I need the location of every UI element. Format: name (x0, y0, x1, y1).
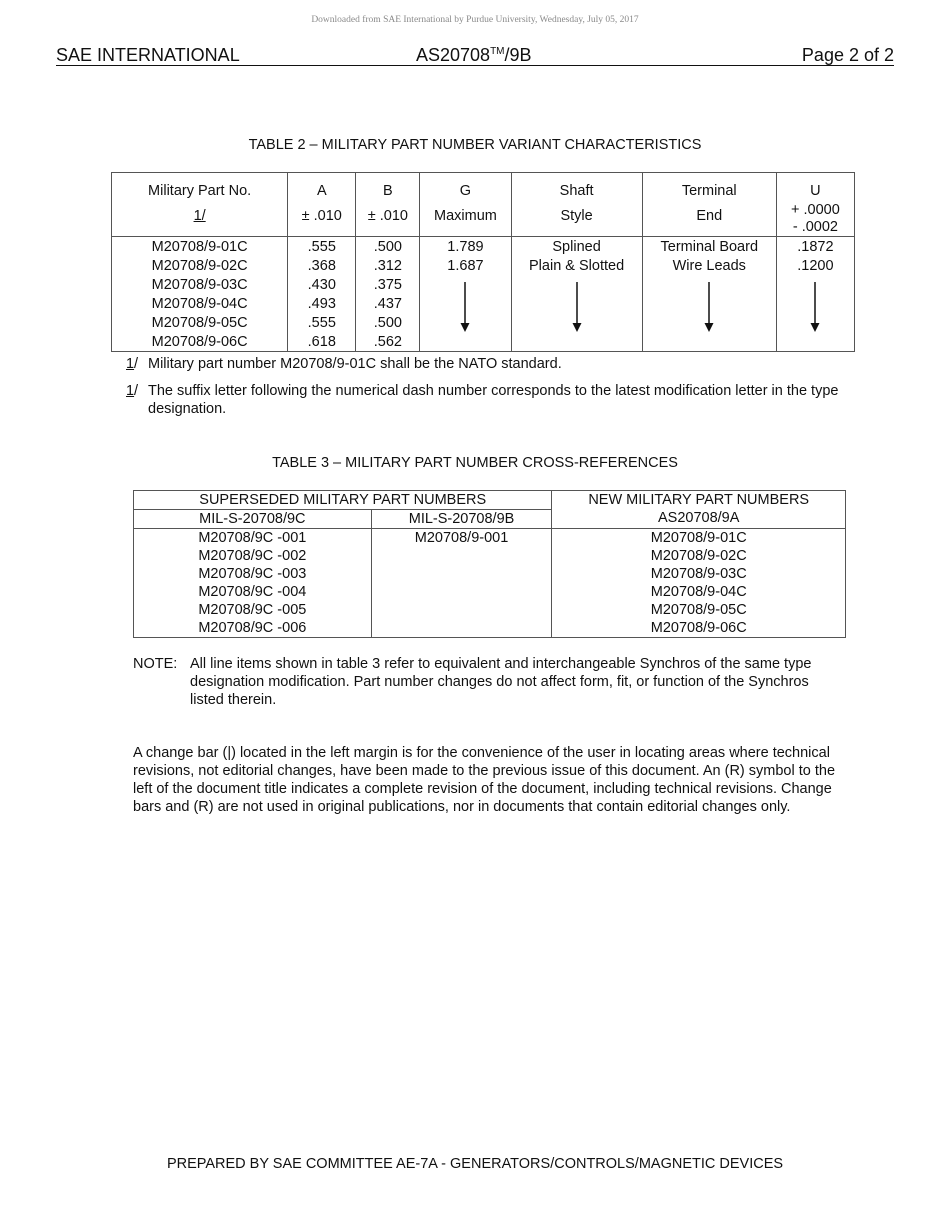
a-value: .493 (307, 296, 336, 312)
a-value: .555 (307, 315, 336, 331)
cross-ref-value: M20708/9C -006 (198, 620, 307, 636)
down-arrow-icon (703, 282, 715, 332)
download-watermark: Downloaded from SAE International by Purdue University, Wednesday, July 05, 2017 (311, 15, 639, 25)
table2-terminal-ends (642, 237, 776, 352)
u-value: .1200 (797, 258, 834, 274)
col1-header: MIL-S-20708/9C (134, 510, 372, 529)
table3-note (133, 655, 833, 709)
b-value: .437 (373, 296, 402, 312)
note-text: All line items shown in table 3 refer to equivalent and interchangeable Synchros of the same type designation modification. Part number changes do not affect form, fit, or function of the Synchros listed therein. (190, 656, 812, 708)
part-number: M20708/9-01C (151, 239, 248, 255)
a-value: .618 (307, 334, 336, 350)
cross-ref-value: M20708/9-02C (650, 548, 747, 564)
cross-ref-value: M20708/9-01C (650, 530, 747, 546)
table3-header-row (134, 491, 846, 510)
cross-ref-value: M20708/9C -001 (198, 530, 307, 546)
new-subheader: AS20708/9A (657, 510, 740, 526)
cross-ref-value: M20708/9-06C (650, 620, 747, 636)
table2-footnote: 1 / The suffix letter following the numerical dash number corresponds to the latest modification letter in the type designation. (113, 382, 843, 418)
table2-header-a: A ± .010 (288, 173, 356, 237)
b-value: .562 (373, 334, 402, 350)
part-number: M20708/9-02C (151, 258, 248, 274)
footnote-ref: 1/ (193, 208, 206, 224)
table2-header-shaft: Shaft Style (511, 173, 642, 237)
cross-ref-value: M20708/9C -002 (198, 548, 307, 564)
cross-ref-value: M20708/9-001 (414, 530, 509, 546)
table2-g-values (420, 237, 511, 352)
down-arrow-icon (459, 282, 471, 332)
table2-header-row (112, 173, 855, 237)
down-arrow-icon (809, 282, 821, 332)
footnote-ref: 1 (126, 383, 135, 399)
b-value: .500 (373, 239, 402, 255)
trademark-mark: TM (490, 46, 505, 57)
table2-u-values (776, 237, 854, 352)
part-number: M20708/9-06C (151, 334, 248, 350)
table2-header-terminal: Terminal End (642, 173, 776, 237)
down-arrow-icon (571, 282, 583, 332)
a-value: .555 (307, 239, 336, 255)
table2-a-values (288, 237, 356, 352)
part-number: M20708/9-04C (151, 296, 248, 312)
cross-ref-value: M20708/9-05C (650, 602, 747, 618)
change-bar-paragraph: A change bar (|) located in the left margin is for the convenience of the user in locating areas where technical revisions, not editorial changes, have been made to the previous issue of this document. An (R) symbol to the left of the document title indicates a complete revision of the document, including technical revisions. Change bars and (R) are not used in original publications, nor in documents that contain editorial changes only. (133, 745, 836, 815)
page-footer: PREPARED BY SAE COMMITTEE AE-7A - GENERATORS/CONTROLS/MAGNETIC DEVICES (166, 1156, 784, 1172)
part-number: M20708/9-03C (151, 277, 248, 293)
table3-col2-values (371, 529, 552, 638)
g-value: 1.687 (447, 258, 484, 274)
a-value: .430 (307, 277, 336, 293)
g-value: 1.789 (447, 239, 484, 255)
table2-header-part-no: Military Part No. 1/ (112, 173, 288, 237)
terminal-end: Terminal Board (660, 239, 759, 255)
table2-header-b: B ± .010 (356, 173, 420, 237)
cross-ref-value: M20708/9-04C (650, 584, 747, 600)
footnote-text: Military part number M20708/9-01C shall be the NATO standard. (148, 356, 562, 372)
table3-col3-values (552, 529, 846, 638)
b-value: .312 (373, 258, 402, 274)
superseded-header: SUPERSEDED MILITARY PART NUMBERS (134, 491, 552, 510)
terminal-end: Wire Leads (672, 258, 746, 274)
table3-body-row (134, 529, 846, 638)
table2 (111, 172, 855, 352)
table2-shaft-styles (511, 237, 642, 352)
col2-header: MIL-S-20708/9B (371, 510, 552, 529)
header-page: Page 2 of 2 (801, 45, 894, 65)
doc-prefix: AS20708 (416, 45, 491, 65)
cross-ref-value: M20708/9C -005 (198, 602, 307, 618)
table3-caption: TABLE 3 – MILITARY PART NUMBER CROSS-REFERENCES (272, 455, 678, 471)
table2-part-numbers (112, 237, 288, 352)
cross-ref-value: M20708/9C -003 (198, 566, 307, 582)
new-header: NEW MILITARY PART NUMBERS AS20708/9A (552, 491, 846, 529)
table2-body-row (112, 237, 855, 352)
doc-suffix: /9B (504, 45, 532, 65)
shaft-style: Splined (552, 239, 601, 255)
footnote-text: The suffix letter following the numerical dash number corresponds to the latest modification letter in the type designation. (148, 383, 839, 417)
b-value: .375 (373, 277, 402, 293)
table2-header-u: U + .0000 - .0002 (776, 173, 854, 237)
table2-header-g: G Maximum (420, 173, 511, 237)
a-value: .368 (307, 258, 336, 274)
table2-caption: TABLE 2 – MILITARY PART NUMBER VARIANT CHARACTERISTICS (248, 137, 702, 153)
footnote-ref: 1 (126, 356, 135, 372)
cross-ref-value: M20708/9-03C (650, 566, 747, 582)
header-org: SAE INTERNATIONAL (56, 45, 240, 65)
table3 (133, 490, 846, 638)
cross-ref-value: M20708/9C -004 (198, 584, 307, 600)
table3-col1-values (134, 529, 372, 638)
header-doc-number (416, 45, 532, 66)
shaft-style: Plain & Slotted (529, 258, 625, 274)
u-value: .1872 (797, 239, 834, 255)
table2-b-values (356, 237, 420, 352)
page-header (56, 45, 894, 66)
b-value: .500 (373, 315, 402, 331)
note-label: NOTE: (133, 656, 178, 672)
part-number: M20708/9-05C (151, 315, 248, 331)
